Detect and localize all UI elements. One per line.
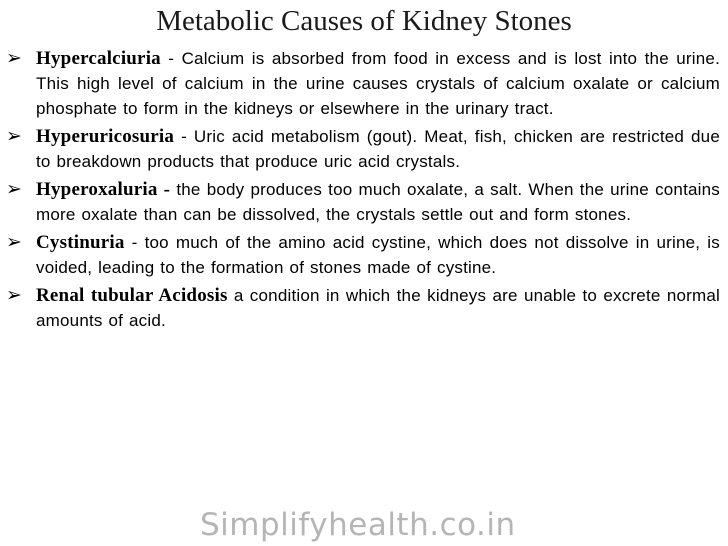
item-description: - Calcium is absorbed from food in excess and is lost into the urine. This high level of calcium in the urine causes crystals of calcium oxalate or calcium phosphate to form in the kidneys or elsewhere in the urinary tract. [36, 49, 720, 118]
item-description: the body produces too much oxalate, a salt. When the urine contains more oxalate than can be dissolved, the crystals settle out and form stones. [36, 180, 720, 224]
term-label: Hypercalciuria [36, 48, 161, 69]
list-item-cystinuria [6, 230, 720, 280]
arrow-bullet-icon: ➢ [6, 178, 23, 200]
term-label: Renal tubular Acidosis [36, 285, 228, 306]
item-description: - Uric acid metabolism (gout). Meat, fish, chicken are restricted due to breakdown products that produce uric acid crystals. [36, 127, 720, 171]
arrow-bullet-icon: ➢ [6, 284, 23, 306]
term-label: Hyperoxaluria - [36, 179, 171, 200]
slide-title: Metabolic Causes of Kidney Stones [156, 5, 572, 37]
arrow-bullet-icon: ➢ [6, 125, 23, 147]
list-item-hyperuricosuria [6, 124, 720, 174]
bullet-list [6, 46, 720, 336]
item-description: - too much of the amino acid cystine, which does not dissolve in urine, is voided, leading to the formation of stones made of cystine. [36, 233, 720, 277]
item-description: a condition in which the kidneys are unable to excrete normal amounts of acid. [36, 286, 720, 330]
list-item-hypercalciuria [6, 46, 720, 121]
arrow-bullet-icon: ➢ [6, 47, 23, 69]
list-item-hyperoxaluria [6, 177, 720, 227]
term-label: Hyperuricosuria [36, 126, 175, 147]
arrow-bullet-icon: ➢ [6, 231, 23, 253]
term-label: Cystinuria [36, 232, 125, 253]
list-item-renal-tubular-acidosis [6, 283, 720, 333]
watermark: Simplifyhealth.co.in [200, 507, 516, 543]
